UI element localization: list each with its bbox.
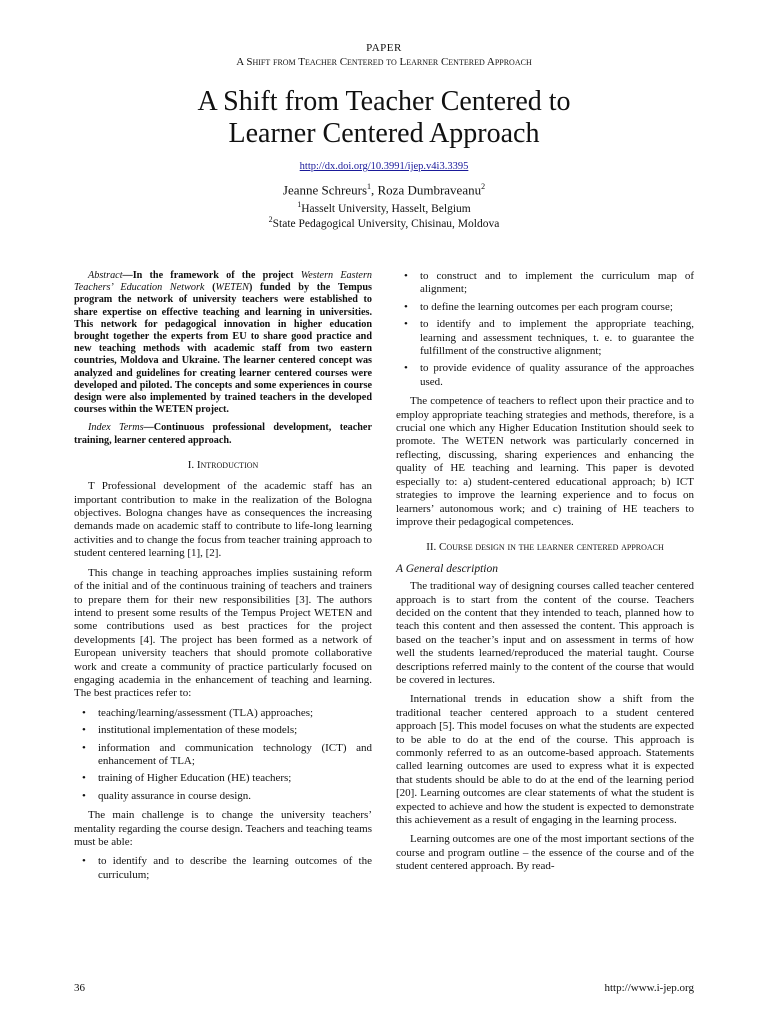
list-item-text: to identify and to implement the appropriate teaching, learning and assessment techniques, t. e. to guarantee the fulfillment of the constructive alignment; — [420, 318, 694, 358]
list-item — [74, 790, 372, 803]
list-item — [396, 270, 694, 297]
bullet-icon: • — [404, 270, 408, 282]
affiliation-2-sup: 2 — [268, 215, 273, 224]
paper-title — [60, 86, 708, 150]
section-1-paragraph-2: This change in teaching approaches implies sustaining reform of the initial and of the continuous training of teachers and trainers to prepare them for their new responsibilities [3]. The authors intend to present some results of the Tempus Project WETEN and some contributions used as best practices for the project developments [4]. The project has been formed as a network of European university teachers that should promote collaborative work and create a community of practice particularly focused on engaging academia in the enhancement of teaching and learning. The best practices refer to: — [74, 566, 372, 700]
bullet-icon: • — [82, 741, 86, 754]
affiliation-2-text: State Pedagogical University, Chisinau, Moldova — [272, 217, 500, 230]
header-label: PAPER — [366, 42, 402, 54]
section-1-heading: I. Introduction — [187, 458, 259, 471]
section-1-paragraph-1: T Professional development of the academic staff has an important contribution to make in the realization of the Bologna objectives. Bologna changes have as consequences the increasing demands made on academic staff to contribute to life-long learning activities and to change the focus from teacher training approach to student centered learning [1], [2]. — [74, 480, 372, 560]
section-1-paragraph-4: The competence of teachers to reflect upon their practice and to employ appropriate teaching strategies and methods, therefore, is a crucial one which any Higher Education Institution should seek to promote. The WETEN network was particularly concerned in reflecting, discussing, sharing experiences and enhancing the quality of HE teaching and learning. This paper is devoted especially to: a) student-centered educational approach; b) ICT strategies to improve the learning experience and to focus on learners’ autonomous work; and c) training of HE teachers to improve their pedagogical competences. — [396, 395, 694, 528]
running-title: A Shift from Teacher Centered to Learner Centered Approach — [236, 56, 532, 68]
list-item — [74, 855, 372, 882]
author-1: Jeanne Schreurs — [282, 182, 367, 198]
bullet-icon: • — [82, 772, 86, 785]
title-line-2: Learner Centered Approach — [228, 118, 540, 149]
list-item-text: quality assurance in course design. — [98, 789, 252, 802]
list-item — [396, 362, 694, 389]
list-item-text: training of Higher Education (HE) teachers; — [98, 772, 292, 785]
author-1-sup: 1 — [367, 182, 371, 191]
index-terms-dash: — — [143, 422, 154, 434]
bullet-icon: • — [404, 362, 408, 375]
list-item — [74, 772, 372, 785]
best-practices-list — [74, 707, 372, 803]
page-number: 36 — [74, 982, 85, 994]
author-2-sup: 2 — [481, 182, 486, 191]
bullet-icon: • — [82, 789, 86, 802]
list-item-text: to provide evidence of quality assurance of the approaches used. — [420, 362, 694, 388]
section-2-paragraph-2: International trends in education show a shift from the traditional teacher centered approach to a student centered approach [5]. This model focuses on what the students are expected to be able to do at the end of the course. This approach is commonly referred to as an outcome-based approach. Statements called learning outcomes are used to express what it is expected that students should be able to do at the end of the learning period [20]. Learning outcomes are clear statements of what the student is expected to achieve and how the student is expected to demonstrate this achievement as a result of engaging in the learning process. — [396, 693, 694, 827]
teacher-abilities-list-part-1 — [74, 855, 372, 882]
bullet-icon: • — [82, 855, 86, 868]
author-separator: , — [371, 182, 378, 198]
list-item — [396, 318, 694, 358]
abstract-label: Abstract — [88, 270, 123, 281]
section-2-paragraph-3: Learning outcomes are one of the most important sections of the course and program outline – the essence of the course and of the student centered approach. By read- — [396, 833, 694, 873]
index-terms-label: Index Terms — [88, 422, 144, 434]
list-item-text: to construct and to implement the curriculum map of alignment; — [420, 270, 694, 296]
left-column — [74, 270, 372, 888]
footer-url: http://www.i-jep.org — [604, 982, 694, 994]
list-item-text: information and communication technology (ICT) and enhancement of TLA; — [98, 741, 372, 767]
list-item-text: to identify and to describe the learning outcomes of the curriculum; — [98, 855, 372, 881]
index-terms — [74, 422, 372, 446]
abstract-dash: — — [122, 270, 133, 281]
bullet-icon: • — [404, 300, 408, 313]
section-2-paragraph-1: The traditional way of designing courses called teacher centered approach is to start from the content of the course. Teachers decided on the content that they intended to teach, planned how to teach this content and then assessed the content. This approach is based on the teacher’s input and on assessment in terms of how well the students learned/reproduced the material taught. Course descriptions referred mainly to the content of the course that would be covered in lectures. — [396, 580, 694, 686]
authors — [0, 182, 768, 198]
abstract-text-b: ( — [204, 282, 216, 294]
author-2: Roza Dumbraveanu — [377, 182, 482, 198]
affiliation-2 — [0, 215, 768, 230]
doi-link[interactable]: http://dx.doi.org/10.3991/ijep.v4i3.3395 — [299, 161, 469, 172]
affiliation-1-sup: 1 — [297, 200, 302, 209]
section-2-heading: II. Course design in the learner centered approach — [426, 541, 664, 554]
list-item-text: to define the learning outcomes per each program course; — [420, 300, 673, 313]
subsection-heading: A General description — [396, 562, 498, 575]
section-1-paragraph-3: The main challenge is to change the university teachers’ mentality regarding the course design. Teachers and teaching teams must be able: — [74, 809, 372, 848]
affiliation-1 — [0, 200, 768, 215]
doi — [0, 161, 768, 172]
bullet-icon: • — [82, 724, 86, 737]
list-item — [74, 707, 372, 720]
abstract-project-name: Western Eastern Teachers’ Education Network — [74, 270, 373, 294]
right-column — [396, 270, 694, 880]
list-item — [74, 724, 372, 737]
abstract-weten: WETEN — [215, 282, 249, 294]
bullet-icon: • — [404, 318, 408, 331]
list-item — [74, 742, 372, 769]
teacher-abilities-list-part-2 — [396, 270, 694, 389]
list-item — [396, 301, 694, 314]
abstract-text-a: In the framework of the project — [132, 270, 301, 281]
title-line-1: A Shift from Teacher Centered to — [197, 86, 571, 117]
abstract-text-c: ) funded by the Tempus program the network of university teachers were established to share expertise on effective teaching and learning in universities. This network for pedagogical innovation in higher education brought together the experts from EU to share good practice and new teaching methods with academic staff from two eastern countries, Moldova and Ukraine. The learner centered concept was analyzed and guidelines for creating learner centered courses were developed and piloted. The concepts and some experiences in course design were also implemented by trained teachers in the developed courses within the WETEN project. — [74, 282, 372, 416]
affiliation-1-text: Hasselt University, Hasselt, Belgium — [301, 202, 471, 215]
abstract — [74, 270, 372, 416]
list-item-text: institutional implementation of these models; — [98, 724, 298, 737]
index-terms-text: Continuous professional development, teacher training, learner centered approach. — [74, 422, 372, 446]
list-item-text: teaching/learning/assessment (TLA) approaches; — [98, 706, 314, 719]
bullet-icon: • — [82, 706, 86, 719]
